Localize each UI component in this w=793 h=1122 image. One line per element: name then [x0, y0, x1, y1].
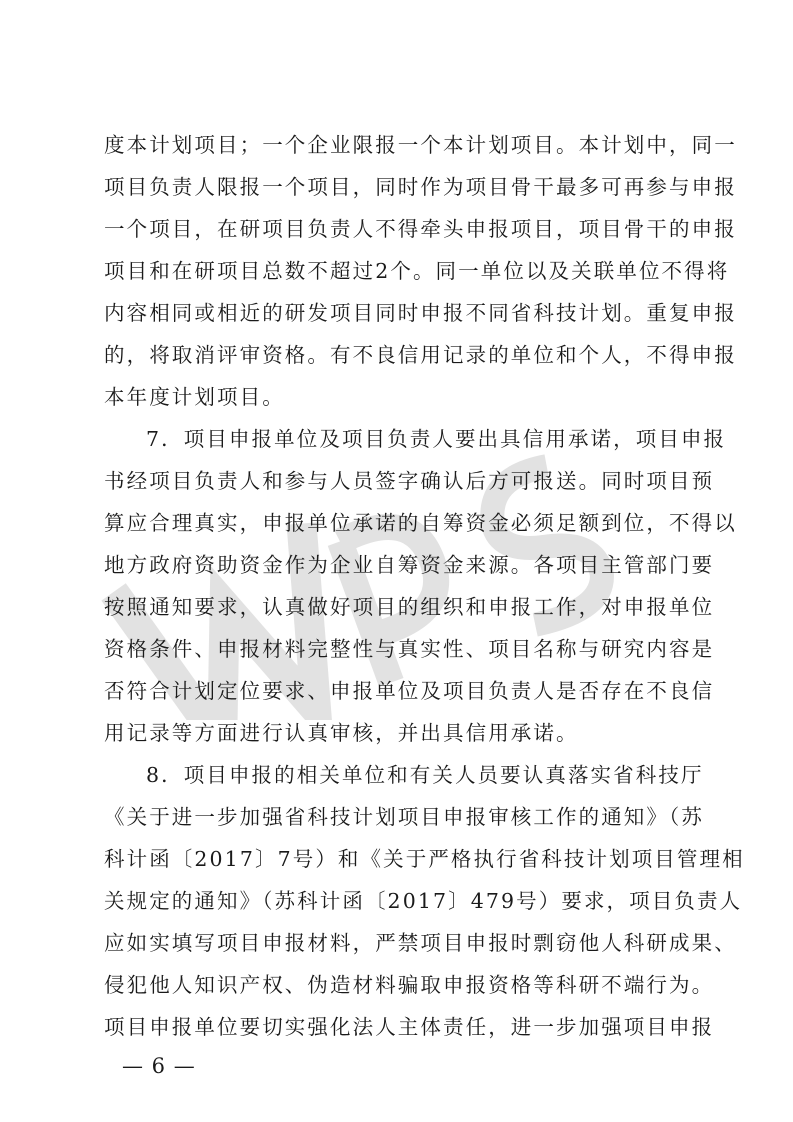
- text-line-6: 的，将取消评审资格。有不良信用记录的单位和个人，不得申报: [104, 343, 737, 367]
- text-line-9: 书经项目负责人和参与人员签字确认后方可报送。同时项目预: [104, 469, 715, 493]
- text-line-15: 用记录等方面进行认真审核，并出具信用承诺。: [104, 721, 579, 745]
- page-number: — 6 —: [122, 1054, 196, 1078]
- text-line-21: 侵犯他人知识产权、伪造材料骗取申报资格等科研不端行为。: [104, 973, 715, 997]
- text-line-12: 按照通知要求，认真做好项目的组织和申报工作，对申报单位: [104, 595, 715, 619]
- text-line-3: 一个项目，在研项目负责人不得牵头申报项目，项目骨干的申报: [104, 217, 737, 241]
- text-line-11: 地方政府资助资金作为企业自筹资金来源。各项目主管部门要: [104, 553, 715, 577]
- text-line-1: 度本计划项目；一个企业限报一个本计划项目。本计划中，同一: [104, 133, 737, 157]
- text-line-14: 否符合计划定位要求、申报单位及项目负责人是否存在不良信: [104, 679, 715, 703]
- text-line-8: 7．项目申报单位及项目负责人要出具信用承诺，项目申报: [146, 427, 727, 451]
- text-line-20: 应如实填写项目申报材料，严禁项目申报时剽窃他人科研成果、: [104, 931, 737, 955]
- text-line-19: 关规定的通知》（苏科计函〔2017〕479号）要求，项目负责人: [104, 889, 743, 913]
- text-line-13: 资格条件、申报材料完整性与真实性、项目名称与研究内容是: [104, 637, 715, 661]
- text-line-2: 项目负责人限报一个项目，同时作为项目骨干最多可再参与申报: [104, 175, 737, 199]
- text-line-7: 本年度计划项目。: [104, 385, 285, 409]
- text-line-4: 项目和在研项目总数不超过2个。同一单位以及关联单位不得将: [104, 259, 730, 283]
- text-line-5: 内容相同或相近的研发项目同时申报不同省科技计划。重复申报: [104, 301, 737, 325]
- text-line-17: 《关于进一步加强省科技计划项目申报审核工作的通知》（苏: [104, 805, 704, 829]
- text-line-22: 项目申报单位要切实强化法人主体责任，进一步加强项目申报: [104, 1015, 715, 1039]
- text-line-18: 科计函〔2017〕7号）和《关于严格执行省科技计划项目管理相: [104, 847, 745, 871]
- text-line-16: 8．项目申报的相关单位和有关人员要认真落实省科技厅: [146, 763, 704, 787]
- text-line-10: 算应合理真实，申报单位承诺的自筹资金必须足额到位，不得以: [104, 511, 737, 535]
